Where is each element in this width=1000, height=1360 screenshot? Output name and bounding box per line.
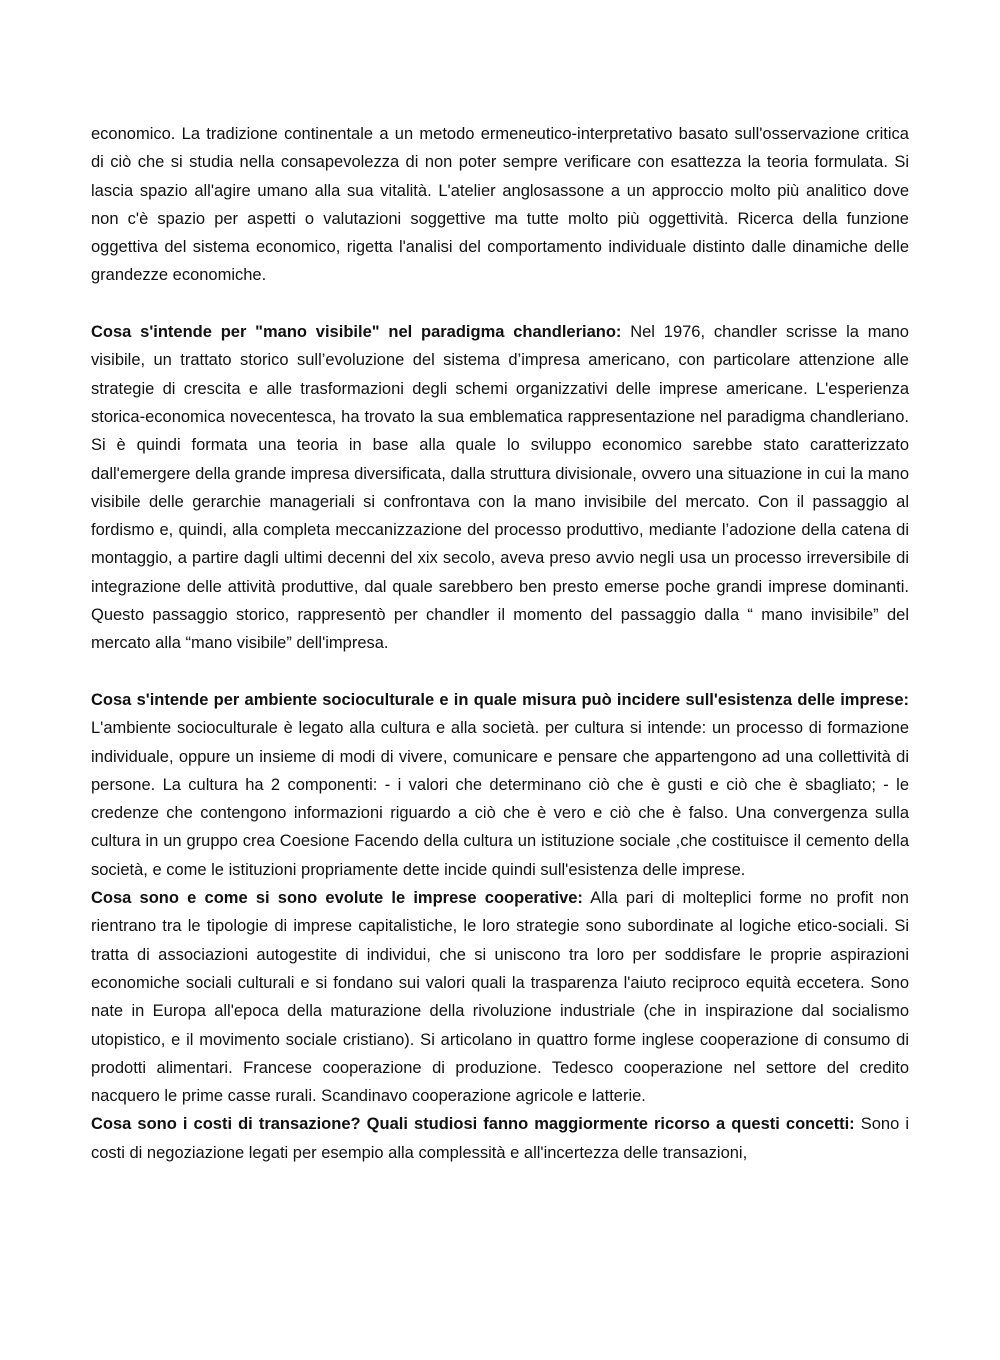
paragraph-intro-text: economico. La tradizione continentale a un metodo ermeneutico-interpretativo basato sull'osservazione critica di ciò che si studia nella consapevolezza di non poter sempre verificare con esattezza la teoria formulata. Si lascia spazio all'agire umano alla sua vitalità. L'atelier anglosassone a un approccio molto più analitico dove non c'è spazio per aspetti o valutazioni soggettive ma tutte molto più oggettività. Ricerca della funzione oggettiva del sistema economico, rigetta l'analisi del comportamento individuale distinto dalle dinamiche delle grandezze economiche.: [91, 125, 909, 285]
paragraph-spacer: [91, 658, 909, 686]
question-ambiente-socioculturale: Cosa s'intende per ambiente socioculturale e in quale misura può incidere sull'esistenza delle imprese:: [91, 690, 909, 709]
paragraph-spacer: [91, 290, 909, 318]
question-costi-transazione: Cosa sono i costi di transazione? Quali studiosi fanno maggiormente ricorso a questi concetti:: [91, 1115, 855, 1134]
answer-mano-visibile: Nel 1976, chandler scrisse la mano visibile, un trattato storico sull’evoluzione del sistema d’impresa americano, con particolare attenzione alle strategie di crescita e alle trasformazioni degli schemi organizzativi delle imprese americane. L'esperienza storica-economica novecentesca, ha trovato la sua emblematica rappresentazione nel paradigma chandleriano. Si è quindi formata una teoria in base alla quale lo sviluppo economico sarebbe stato caratterizzato dall'emergere della grande impresa diversificata, dalla struttura divisionale, ovvero una situazione in cui la mano visibile delle gerarchie manageriali si confrontava con la mano invisibile del mercato. Con il passaggio al fordismo e, quindi, alla completa meccanizzazione del processo produttivo, mediante l’adozione della catena di montaggio, a partire dagli ultimi decenni del xix secolo, aveva preso avvio negli usa un processo irreversibile di integrazione delle attività produttive, dal quale sarebbero ben presto emerse poche grandi imprese dominanti. Questo passaggio storico, rappresentò per chandler il momento del passaggio dalla “ mano invisibile” del mercato alla “mano visibile” dell'impresa.: [91, 323, 909, 653]
paragraph-imprese-cooperative: [91, 884, 909, 1110]
answer-imprese-cooperative: Alla pari di molteplici forme no profit non rientrano tra le tipologie di imprese capitalistiche, le loro strategie sono subordinate al logiche etico-sociali. Si tratta di associazioni autogestite di individui, che si uniscono tra loro per soddisfare le proprie aspirazioni economiche sociali culturali e si fondano sui valori quali la trasparenza l'aiuto reciproco equità eccetera. Sono nate in Europa all'epoca della maturazione della rivoluzione industriale (che in inspirazione dal socialismo utopistico, e il movimento sociale cristiano). Si articolano in quattro forme inglese cooperazione di consumo di prodotti alimentari. Francese cooperazione di produzione. Tedesco cooperazione nel settore del credito nacquero le prime casse rurali. Scandinavo cooperazione agricole e latterie.: [91, 889, 909, 1106]
question-mano-visibile: Cosa s'intende per "mano visibile" nel paradigma chandleriano:: [91, 323, 622, 342]
answer-costi-transazione: Sono i costi di negoziazione legati per esempio alla complessità e all'incertezza delle transazioni,: [91, 1115, 909, 1162]
document-page: [91, 120, 909, 1167]
answer-ambiente-socioculturale: L'ambiente socioculturale è legato alla cultura e alla società. per cultura si intende: un processo di formazione individuale, oppure un insieme di modi di vivere, comunicare e pensare che appartengono ad una collettività di persone. La cultura ha 2 componenti: - i valori che determinano ciò che è gusti e ciò che è sbagliato; - le credenze che contengono informazioni riguardo a ciò che è vero e ciò che è falso. Una convergenza sulla cultura in un gruppo crea Coesione Facendo della cultura un istituzione sociale ,che costituisce il cemento della società, e come le istituzioni propriamente dette incide quindi sull'esistenza delle imprese.: [91, 719, 909, 879]
paragraph-intro: [91, 120, 909, 290]
question-imprese-cooperative: Cosa sono e come si sono evolute le imprese cooperative:: [91, 889, 583, 908]
paragraph-ambiente-socioculturale: [91, 686, 909, 884]
paragraph-costi-transazione: [91, 1110, 909, 1167]
paragraph-mano-visibile: [91, 318, 909, 658]
